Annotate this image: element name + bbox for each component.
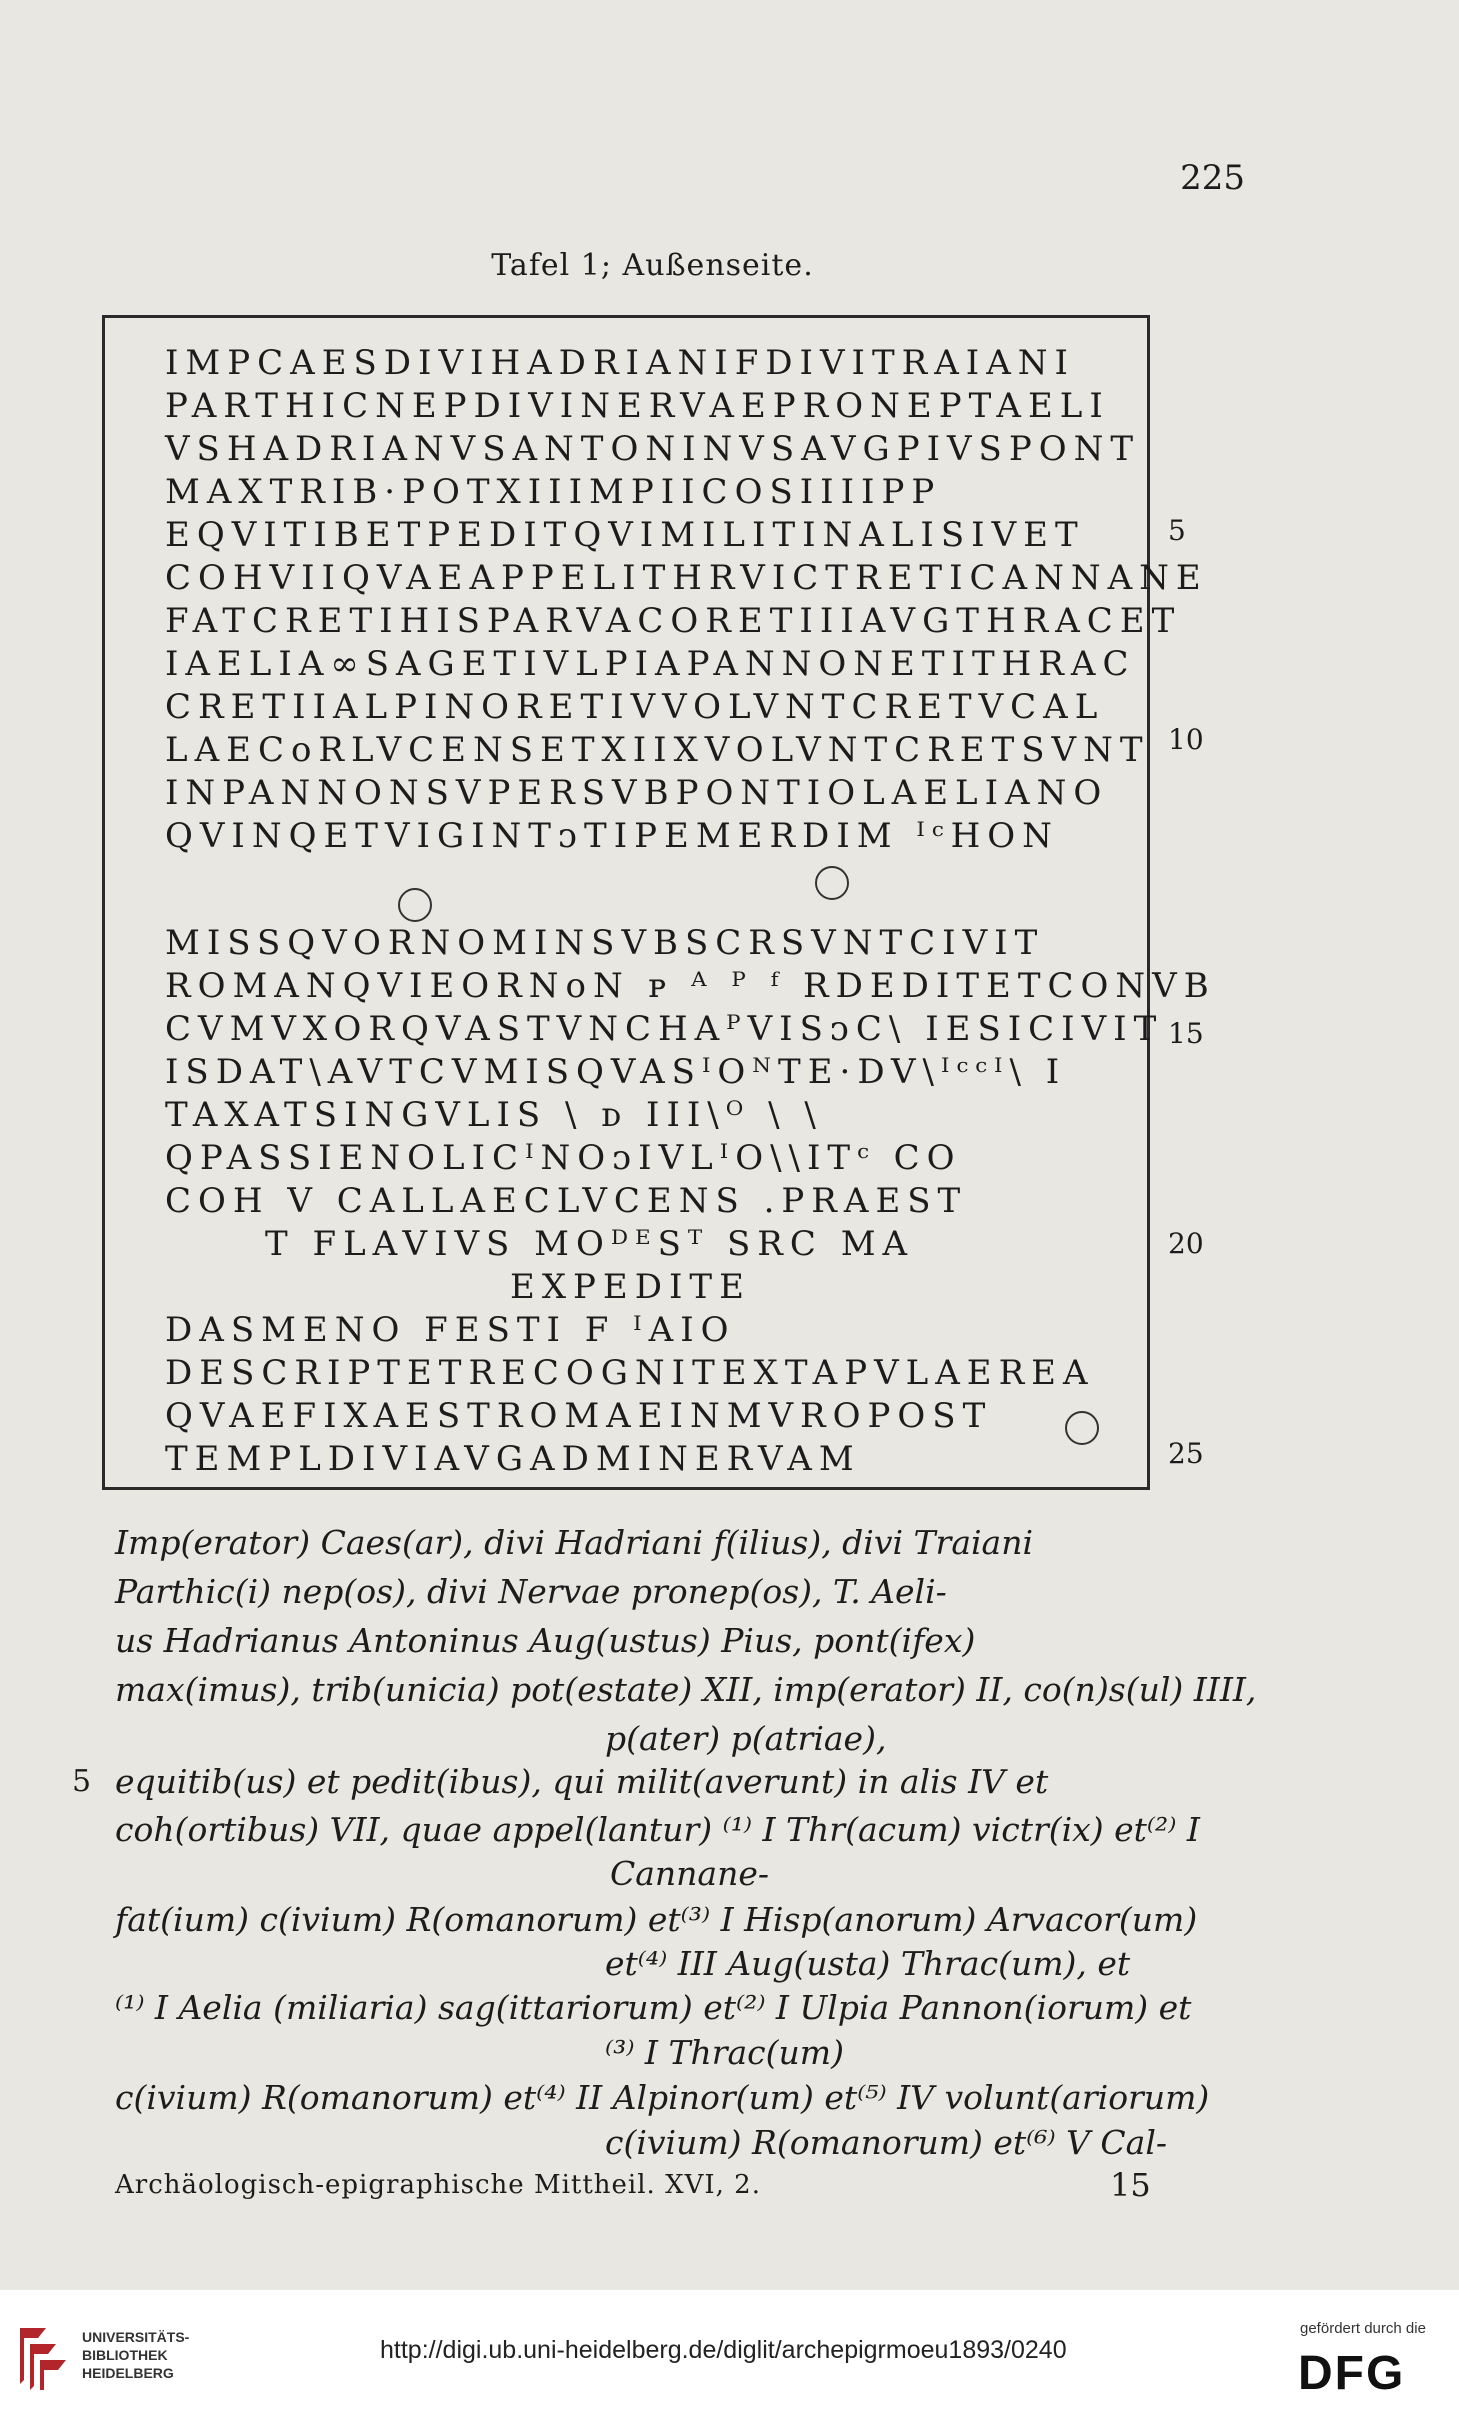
transcription-line: Cannane- <box>610 1854 770 1893</box>
line-number: 10 <box>1168 723 1204 756</box>
inscription-line: QVAEFIXAESTROMAEINMVROPOST <box>165 1396 993 1436</box>
sheet-number: 15 <box>1110 2166 1151 2204</box>
inscription-line: TAXATSINGVLIS \ ᴅ III\ᴼ \ \ <box>165 1095 823 1135</box>
dfg-logo[interactable]: DFG <box>1298 2347 1406 2400</box>
inscription-line: DESCRIPTETRECOGNITEXTAPVLAEREA <box>165 1353 1095 1393</box>
inscription-line: IMPCAESDIVIHADRIANIFDIVITRAIANI <box>165 343 1075 383</box>
plate-caption: Tafel 1; Außenseite. <box>491 248 814 283</box>
library-name: UNIVERSITÄTS- BIBLIOTHEK HEIDELBERG <box>82 2329 190 2381</box>
transcription-line: c(ivium) R(omanorum) et⁽⁴⁾ II Alpinor(um) et⁽⁵⁾ IV volunt(ariorum) <box>115 2078 1210 2117</box>
transcription-line: ⁽³⁾ I Thrac(um) <box>605 2033 844 2072</box>
transcription-line: equitib(us) et pedit(ibus), qui milit(averunt) in alis IV et <box>115 1762 1049 1801</box>
line-number: 25 <box>1168 1437 1204 1470</box>
transcription-line: ⁽¹⁾ I Aelia (miliaria) sag(ittariorum) et⁽²⁾ I Ulpia Pannon(iorum) et <box>115 1988 1192 2027</box>
transcription-line: us Hadrianus Antoninus Aug(ustus) Pius, pont(ifex) <box>115 1621 976 1660</box>
inscription-line: MAXTRIB·POTXIIIMPIICOSIIIIPP <box>165 472 942 512</box>
journal-footer: Archäologisch-epigraphische Mittheil. XVI, 2. <box>115 2170 761 2200</box>
inscription-line: INPANNONSVPERSVBPONTIOLAELIANO <box>165 773 1109 813</box>
transcription-line: Parthic(i) nep(os), divi Nervae pronep(os), T. Aeli- <box>115 1572 947 1611</box>
inscription-line: VSHADRIANVSANTONINVSAVGPIVSPONT <box>165 429 1141 469</box>
inscription-line: LAECoRLVCENSETXIIXVOLVNTCRETSVNT <box>165 730 1150 770</box>
inscription-line: ISDAT\AVTCVMISQVASᴵOᴺTE·DV\ᴵᶜᶜᴵ\ I <box>165 1052 1067 1092</box>
inscription-line: COHVIIQVAEAPPELITHRVICTRETICANNANE <box>165 558 1208 598</box>
transcription-line: fat(ium) c(ivium) R(omanorum) et⁽³⁾ I Hisp(anorum) Arvacor(um) <box>115 1900 1198 1939</box>
inscription-line: CVMVXORQVASTVNCHAᴾVISᴐC\ IESICIVIT <box>165 1009 1164 1049</box>
nail-hole-mark <box>398 888 432 922</box>
inscription-line: QPASSIENOLICᴵNOᴐIVLᴵO\\ITᶜ CO <box>165 1138 962 1178</box>
transcription-line: p(ater) p(atriae), <box>605 1719 887 1758</box>
line-number: 5 <box>1168 514 1186 547</box>
inscription-line: EXPEDITE <box>510 1267 751 1307</box>
inscription-line: FATCRETIHISPARVACORETIIIAVGTHRACET <box>165 601 1182 641</box>
inscription-line: CRETIIALPINORETIVVOLVNTCRETVCAL <box>165 687 1105 727</box>
university-library-logo-icon[interactable] <box>16 2320 70 2390</box>
funding-label: gefördert durch die <box>1300 2320 1426 2337</box>
inscription-line: COH V CALLAECLVCENS .PRAEST <box>165 1181 968 1221</box>
transcription-line-number: 5 <box>72 1764 92 1799</box>
page-number: 225 <box>1180 158 1245 198</box>
line-number: 20 <box>1168 1227 1204 1260</box>
transcription-line: et⁽⁴⁾ III Aug(usta) Thrac(um), et <box>605 1944 1131 1983</box>
viewer-bottom-bar <box>0 2290 1459 2412</box>
transcription-line: Imp(erator) Caes(ar), divi Hadriani f(ilius), divi Traiani <box>115 1523 1034 1562</box>
line-number: 15 <box>1168 1017 1204 1050</box>
inscription-line: IAELIA∞SAGETIVLPIAPANNONETITHRAC <box>165 644 1136 684</box>
inscription-line: PARTHICNEPDIVINERVAEPRONEPTAELI <box>165 386 1110 426</box>
inscription-line: MISSQVORNOMINSVBSCRSVNTCIVIT <box>165 923 1045 963</box>
inscription-line: EQVITIBETPEDITQVIMILITINALISIVET <box>165 515 1085 555</box>
inscription-line: ROMANQVIEORNoN ᴘ ᴬ ᴾ ᶠ RDEDITETCONVB <box>165 966 1216 1006</box>
transcription-line: coh(ortibus) VII, quae appel(lantur) ⁽¹⁾ I Thr(acum) victr(ix) et⁽²⁾ I <box>115 1810 1200 1849</box>
transcription-line: max(imus), trib(unicia) pot(estate) XII, imp(erator) II, co(n)s(ul) IIII, <box>115 1670 1257 1709</box>
transcription-line: c(ivium) R(omanorum) et⁽⁶⁾ V Cal- <box>605 2123 1168 2162</box>
permalink-url[interactable]: http://digi.ub.uni-heidelberg.de/diglit/archepigrmoeu1893/0240 <box>380 2336 1067 2364</box>
nail-hole-mark <box>815 866 849 900</box>
inscription-line: QVINQETVIGINTᴐTIPEMERDIM ᴵᶜHON <box>165 816 1059 856</box>
inscription-line: DASMENO FESTI F ᴵAIO <box>165 1310 736 1350</box>
inscription-line: T FLAVIVS MOᴰᴱSᵀ SRC MA <box>265 1224 915 1264</box>
inscription-line: TEMPLDIVIAVGADMINERVAM <box>165 1439 861 1479</box>
